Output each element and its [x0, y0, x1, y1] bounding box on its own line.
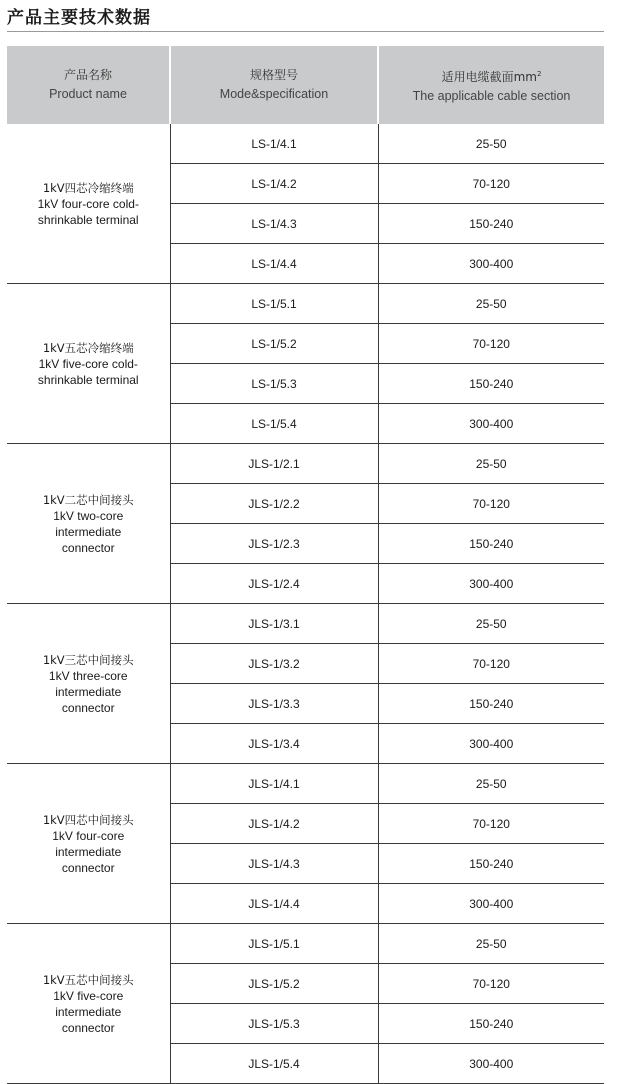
cable-section-cell: 25-50: [378, 924, 604, 964]
model-cell: JLS-1/3.2: [170, 644, 378, 684]
spec-table: [7, 46, 604, 1084]
table-header-row: [7, 46, 604, 124]
cable-section-cell: 300-400: [378, 1044, 604, 1084]
product-name-en-line: intermediate: [55, 684, 122, 699]
model-cell: JLS-1/4.3: [170, 844, 378, 884]
product-name-en-line: connector: [61, 540, 115, 555]
table-row: [7, 764, 604, 804]
model-cell: JLS-1/5.4: [170, 1044, 378, 1084]
product-name-en-line: 1kV three-core: [48, 668, 128, 683]
table-row: [7, 604, 604, 644]
cable-section-cell: 25-50: [378, 444, 604, 484]
product-name-en-line: 1kV four-core cold-: [37, 196, 139, 211]
product-name-zh: 1kV五芯中间接头: [42, 972, 134, 987]
product-name-en-line: intermediate: [55, 524, 122, 539]
model-cell: JLS-1/2.2: [170, 484, 378, 524]
cable-section-cell: 300-400: [378, 724, 604, 764]
header-specification-zh: 规格型号: [249, 68, 298, 82]
product-name-en-line: 1kV five-core cold-: [38, 356, 138, 371]
model-cell: LS-1/4.3: [170, 204, 378, 244]
table-row: [7, 124, 604, 164]
cable-section-cell: 150-240: [378, 204, 604, 244]
product-name-zh: 1kV三芯中间接头: [42, 652, 134, 667]
cable-section-cell: 300-400: [378, 884, 604, 924]
header-cable-section-zh: [379, 65, 604, 87]
table-body: [7, 124, 604, 1084]
header-product-name-en: Product name: [49, 87, 127, 101]
product-name-en-line: intermediate: [55, 844, 122, 859]
model-cell: JLS-1/4.4: [170, 884, 378, 924]
product-name-en-line: 1kV two-core: [53, 508, 124, 523]
cable-section-cell: 70-120: [378, 484, 604, 524]
table-row: [7, 284, 604, 324]
product-name-en-line: 1kV four-core: [52, 828, 125, 843]
model-cell: JLS-1/5.3: [170, 1004, 378, 1044]
product-name-en-line: 1kV five-core: [53, 988, 124, 1003]
product-name-cell: [7, 444, 170, 604]
header-cable-section-zh-text: 适用电缆截面mm: [441, 69, 537, 84]
cable-section-cell: 70-120: [378, 644, 604, 684]
header-specification-en: Mode&specification: [219, 87, 329, 101]
model-cell: LS-1/5.1: [170, 284, 378, 324]
model-cell: JLS-1/3.4: [170, 724, 378, 764]
product-name-en-line: connector: [61, 860, 115, 875]
model-cell: LS-1/4.2: [170, 164, 378, 204]
cable-section-cell: 70-120: [378, 164, 604, 204]
model-cell: JLS-1/5.1: [170, 924, 378, 964]
cable-section-cell: 300-400: [378, 404, 604, 444]
product-name-en-line: shrinkable terminal: [37, 212, 139, 227]
product-name-cell: [7, 924, 170, 1084]
cable-section-cell: 150-240: [378, 364, 604, 404]
cable-section-cell: 70-120: [378, 324, 604, 364]
product-name-cell: [7, 604, 170, 764]
cable-section-cell: 25-50: [378, 124, 604, 164]
product-name-en-line: connector: [61, 1020, 115, 1035]
header-cable-section: [378, 46, 604, 124]
header-specification: [170, 46, 378, 124]
table-row: [7, 444, 604, 484]
cable-section-cell: 300-400: [378, 564, 604, 604]
model-cell: LS-1/5.2: [170, 324, 378, 364]
model-cell: JLS-1/3.1: [170, 604, 378, 644]
product-name-zh: 1kV四芯中间接头: [42, 812, 134, 827]
model-cell: LS-1/5.4: [170, 404, 378, 444]
header-cable-section-en: The applicable cable section: [412, 88, 571, 103]
model-cell: LS-1/4.1: [170, 124, 378, 164]
header-cable-section-sup: 2: [536, 69, 542, 78]
cable-section-cell: 150-240: [378, 844, 604, 884]
product-name-cell: [7, 124, 170, 284]
page-title: 产品主要技术数据: [7, 8, 151, 28]
product-name-cell: [7, 764, 170, 924]
product-name-zh: 1kV四芯冷缩终端: [42, 180, 134, 195]
header-product-name-zh: 产品名称: [63, 68, 112, 82]
product-name-cell: [7, 284, 170, 444]
model-cell: JLS-1/5.2: [170, 964, 378, 1004]
cable-section-cell: 150-240: [378, 684, 604, 724]
title-divider: [7, 31, 604, 32]
product-name-zh: 1kV二芯中间接头: [42, 492, 134, 507]
product-name-en-line: intermediate: [55, 1004, 122, 1019]
table-row: [7, 924, 604, 964]
product-name-en-line: connector: [61, 700, 115, 715]
model-cell: JLS-1/4.2: [170, 804, 378, 844]
model-cell: JLS-1/4.1: [170, 764, 378, 804]
model-cell: JLS-1/3.3: [170, 684, 378, 724]
product-name-en-line: shrinkable terminal: [37, 372, 139, 387]
cable-section-cell: 25-50: [378, 764, 604, 804]
cable-section-cell: 300-400: [378, 244, 604, 284]
cable-section-cell: 25-50: [378, 284, 604, 324]
header-product-name: [7, 46, 170, 124]
model-cell: LS-1/4.4: [170, 244, 378, 284]
model-cell: LS-1/5.3: [170, 364, 378, 404]
cable-section-cell: 70-120: [378, 964, 604, 1004]
product-name-zh: 1kV五芯冷缩终端: [42, 340, 134, 355]
cable-section-cell: 70-120: [378, 804, 604, 844]
model-cell: JLS-1/2.3: [170, 524, 378, 564]
cable-section-cell: 25-50: [378, 604, 604, 644]
cable-section-cell: 150-240: [378, 524, 604, 564]
model-cell: JLS-1/2.4: [170, 564, 378, 604]
cable-section-cell: 150-240: [378, 1004, 604, 1044]
model-cell: JLS-1/2.1: [170, 444, 378, 484]
